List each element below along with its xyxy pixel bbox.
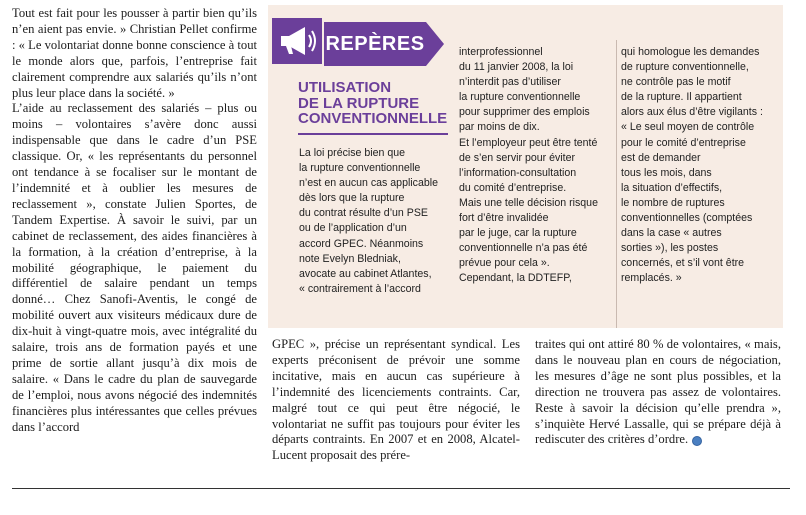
megaphone-badge — [272, 18, 322, 64]
reperes-banner: REPÈRES — [324, 22, 426, 66]
article-paragraph — [535, 337, 781, 448]
box-title: UTILISATION DE LA RUPTURE CONVENTIONNELLE — [298, 79, 448, 127]
page-rule — [12, 488, 790, 489]
megaphone-icon — [275, 21, 319, 61]
article-column-2 — [272, 337, 520, 464]
title-underline — [298, 133, 448, 135]
banner-arrow — [426, 22, 444, 66]
article-paragraph: GPEC », précise un représentant syndical. Les experts préconisent de prévoir une somme incitative, mais en aucun cas supérieure à l’indemnité des licenciements contraints. Car, malgré tout ce qui peut être négocié, le volontariat ne suffit pas toujours pour éviter les départs contraints. En 2007 et en 2008, Alcatel-Lucent proposait des prére- — [272, 337, 520, 463]
article-column-1 — [12, 6, 257, 435]
end-of-article-icon — [692, 436, 702, 446]
article-column-3 — [535, 337, 781, 448]
box-column-2: interprofessionnel du 11 janvier 2008, la loi n’interdit pas d’utiliser la rupture conventionnelle pour supprimer des emplois par moins de dix. Et l’employeur peut être tenté de s’en servir pour éviter l’information-consultation du comité d’entreprise. Mais une telle décision risque fort d’être invalidée par le juge, car la rupture conventionnelle n’a pas été prévue pour cela ». Cependant, la DDTEFP, — [459, 46, 598, 285]
box-column-1: La loi précise bien que la rupture conventionnelle n’est en aucun cas applicable dès lors que la rupture du contrat résulte d’un PSE ou de l’application d’un accord GPEC. Néanmoins note Evelyn Bledniak, avocate au cabinet Atlantes, « contrairement à l’accord — [299, 147, 438, 295]
article-paragraph: Tout est fait pour les pousser à partir bien qu’ils n’en aient pas envie. » Christian Pellet confirme : « Le volontariat donne bonne conscience à tout le monde alors que, parfois, l’entreprise fait clairement comprendre aux salariés qu’ils n’ont plus leur place dans la société. » — [12, 6, 257, 100]
article-text: traites qui ont attiré 80 % de volontaires, « mais, dans le nouveau plan en cours de négociation, les mesures d’âge ne sont plus possibles, et la direction ne trouvera pas assez de volontaires. Reste à savoir la décision qu’elle prendra », s’inquiète Hervé Lassalle, qui se prépare déjà à rediscuter des critères d’ordre. — [535, 337, 781, 447]
box-column-3: qui homologue les demandes de rupture conventionnelle, ne contrôle pas le motif de la rupture. Il appartient alors aux élus d’être vigilants : « Le seul moyen de contrôle pour le comité d’entreprise est de demander tous les mois, dans la situation d’effectifs, le nombre de ruptures conventionnelles (comptées dans la case « autres sorties »), les postes concernés, et s’il vont être remplacés. » — [621, 46, 763, 285]
column-divider — [616, 40, 617, 328]
article-paragraph: L’aide au reclassement des salariés – plus ou moins – volontaires s’avère donc aussi indispensable que dans le cadre d’un PSE classique. Or, « les représentants du personnel ont tendance à se focaliser sur le montant de l’indemnité et à oublier les mesures de reclassement », constate Julien Sportes, de Tandem Expertise. À savoir le suivi, par un cabinet de reclassement, des aides financières à la formation, à la création d’entreprise, à la mobilité géographique, le paiement du différentiel de salaire pendant un temps donné… Chez Sanofi-Aventis, le congé de mobilité ouvert aux visiteurs médicaux dure de dix-huit à vingt-quatre mois, avec intégralité du salaire, trois ans de formation payés et une prime de sortie allant jusqu’à dix mois de salaire. « Dans le cadre du plan de sauvegarde de l’emploi, nous avons négocié des indemnités financières plus intéressantes que celles prévues dans l’accord — [12, 101, 257, 434]
